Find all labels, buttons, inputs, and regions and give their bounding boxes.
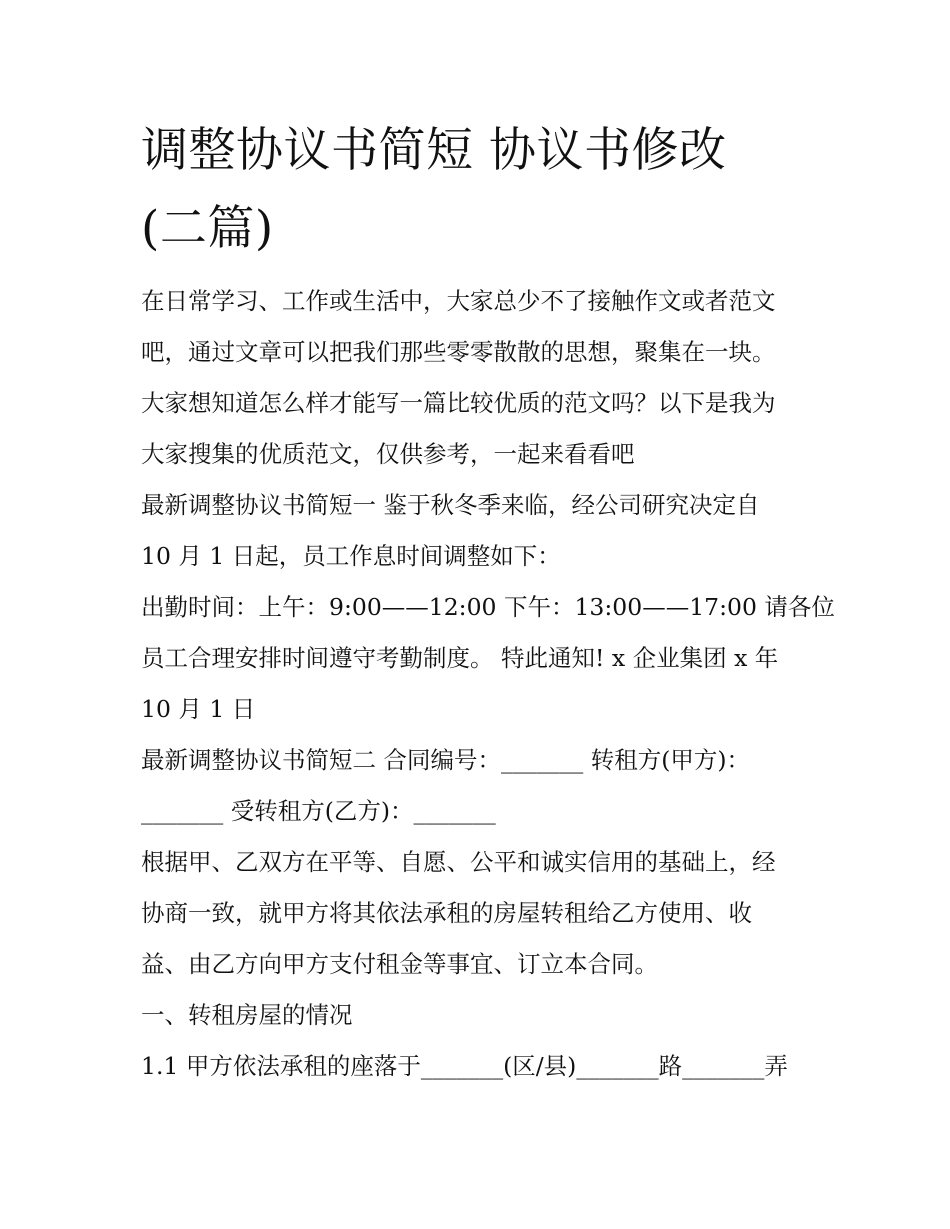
section-heading-two: 最新调整协议书简短二 合同编号：_______ 转租方(甲方)：	[141, 746, 751, 774]
body-line: 大家想知道怎么样才能写一篇比较优质的范文吗？以下是我为	[141, 389, 776, 417]
body-line: 吧，通过文章可以把我们那些零零散散的思想，聚集在一块。	[141, 338, 776, 366]
body-line: 员工合理安排时间遵守考勤制度。 特此通知! x 企业集团 x 年	[141, 644, 779, 672]
body-line: 益、由乙方向甲方支付租金等事宜、订立本合同。	[141, 950, 658, 978]
document-title	[141, 112, 821, 268]
body-line: 10 月 1 日起，员工作息时间调整如下：	[141, 542, 561, 570]
body-line: 10 月 1 日	[141, 695, 256, 723]
document-body	[141, 276, 835, 1092]
body-line: 大家搜集的优质范文，仅供参考，一起来看看吧	[141, 440, 635, 468]
title-line-2: (二篇)	[141, 201, 274, 256]
body-line: 出勤时间：上午：9:00——12:00 下午：13:00——17:00 请各位	[141, 593, 835, 621]
section-heading-one: 最新调整协议书简短一 鉴于秋冬季来临，经公司研究决定自	[141, 491, 760, 519]
body-line: 根据甲、乙双方在平等、自愿、公平和诚实信用的基础上，经	[141, 848, 776, 876]
body-line: 1.1 甲方依法承租的座落于_______(区/县)_______路_______弄	[141, 1052, 788, 1080]
clause-heading: 一、转租房屋的情况	[141, 1001, 353, 1029]
body-line: 协商一致，就甲方将其依法承租的房屋转租给乙方使用、收	[141, 899, 752, 927]
body-line: _______ 受转租方(乙方)：_______	[141, 797, 496, 825]
body-line: 在日常学习、工作或生活中，大家总少不了接触作文或者范文	[141, 287, 776, 315]
title-line-1: 调整协议书简短 协议书修改	[141, 123, 727, 178]
